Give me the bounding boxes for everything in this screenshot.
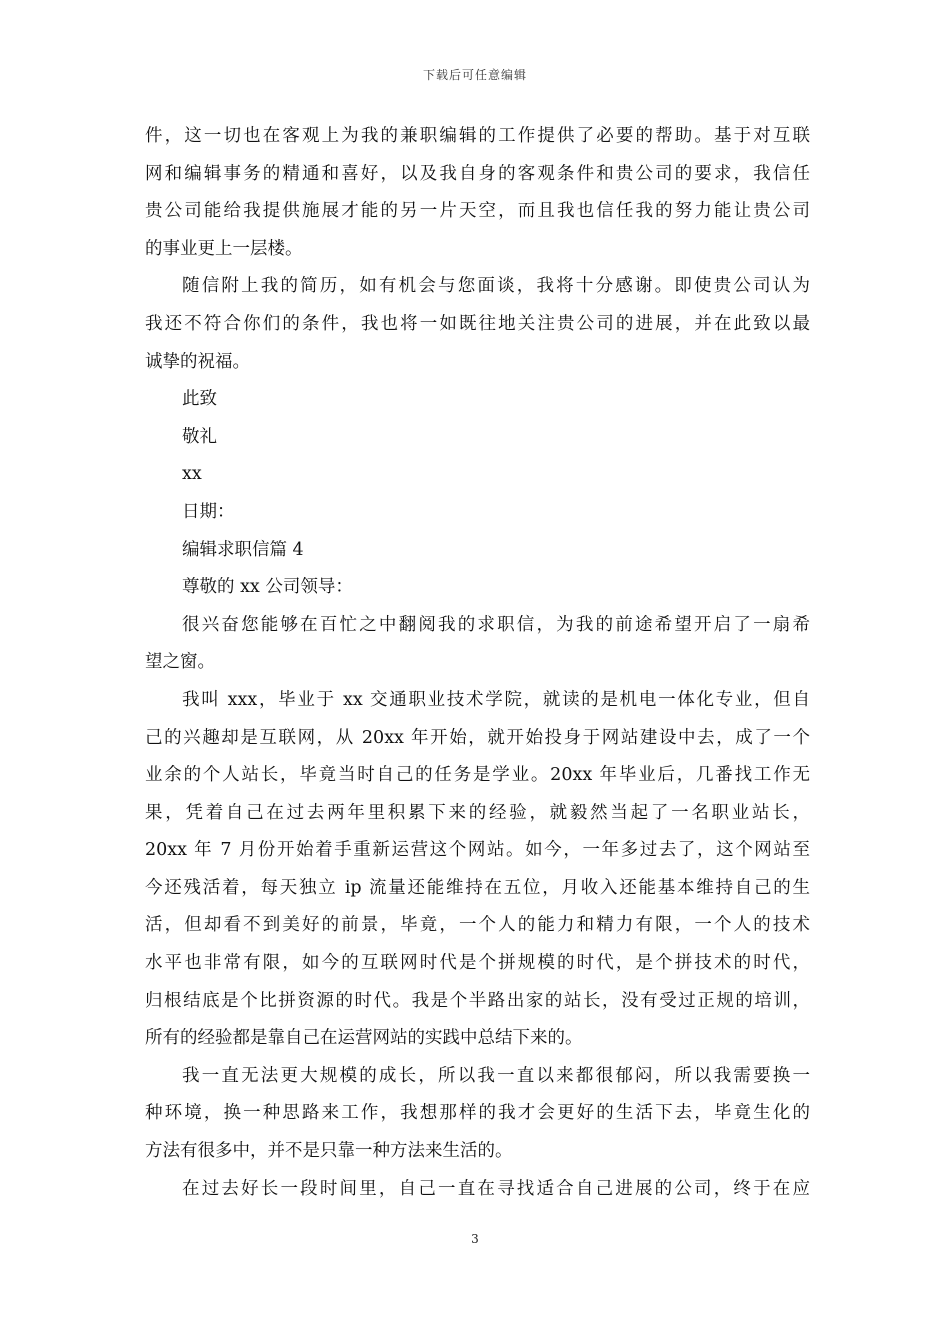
text-line: 诚挚的祝福。 [145, 351, 250, 372]
text-line: 种环境，换一种思路来工作，我想那样的我才会更好的生活下去，毕竟生化的 [145, 1103, 810, 1124]
text-line: 所有的经验都是靠自己在运营网站的实践中总结下来的。 [145, 1028, 583, 1049]
page-number: 3 [471, 1232, 479, 1246]
text-line: 归根结底是个比拼资源的时代。我是个半路出家的站长，没有受过正规的培训， [145, 990, 810, 1011]
text-line: 活，但却看不到美好的前景，毕竟，一个人的能力和精力有限，一个人的技术 [145, 915, 810, 936]
text-line: 件，这一切也在客观上为我的兼职编辑的工作提供了必要的帮助。基于对互联 [145, 126, 810, 146]
text-line: 果，凭着自己在过去两年里积累下来的经验，就毅然当起了一名职业站长， [145, 802, 810, 823]
page-header: 下载后可任意编辑 [422, 68, 527, 82]
text-line: 的事业更上一层楼。 [145, 238, 303, 259]
text-line: 随信附上我的简历，如有机会与您面谈，我将十分感谢。即使贵公司认为 [182, 276, 810, 297]
text-line: 20xx 年 7 月份开始着手重新运营这个网站。如今，一年多过去了，这个网站至 [145, 840, 810, 861]
text-line: 网和编辑事务的精通和喜好，以及我自身的客观条件和贵公司的要求，我信任 [145, 163, 810, 184]
text-line: 业余的个人站长，毕竟当时自己的任务是学业。20xx 年毕业后，几番找工作无 [145, 765, 810, 786]
section-title: 编辑求职信篇 4 [182, 539, 304, 560]
text-line: 很兴奋您能够在百忙之中翻阅我的求职信，为我的前途希望开启了一扇希 [182, 614, 810, 635]
greeting: 尊敬的 xx 公司领导： [182, 577, 353, 598]
text-line: 水平也非常有限，如今的互联网时代是个拼规模的时代，是个拼技术的时代， [145, 953, 810, 974]
text-line: 方法有很多中，并不是只靠一种方法来生活的。 [145, 1141, 513, 1162]
signature: xx [182, 464, 202, 485]
text-line: 贵公司能给我提供施展才能的另一片天空，而且我也信任我的努力能让贵公司 [145, 201, 810, 222]
text-line: 在过去好长一段时间里，自己一直在寻找适合自己进展的公司，终于在应 [182, 1178, 810, 1199]
text-line: 我一直无法更大规模的成长，所以我一直以来都很郁闷，所以我需要换一 [182, 1065, 810, 1086]
text-line: 我叫 xxx，毕业于 xx 交通职业技术学院，就读的是机电一体化专业，但自 [182, 689, 810, 710]
text-line: 己的兴趣却是互联网，从 20xx 年开始，就开始投身于网站建设中去，成了一个 [145, 727, 810, 748]
letter-body [145, 118, 810, 1208]
text-line: 我还不符合你们的条件，我也将一如既往地关注贵公司的进展，并在此致以最 [145, 313, 810, 334]
text-line: 望之窗。 [145, 652, 215, 673]
closing-regards: 敬礼 [182, 426, 217, 447]
date-label: 日期： [182, 501, 235, 522]
closing-salutation: 此致 [182, 389, 217, 410]
text-line: 今还残活着，每天独立 ip 流量还能维持在五位，月收入还能基本维持自己的生 [145, 877, 810, 898]
